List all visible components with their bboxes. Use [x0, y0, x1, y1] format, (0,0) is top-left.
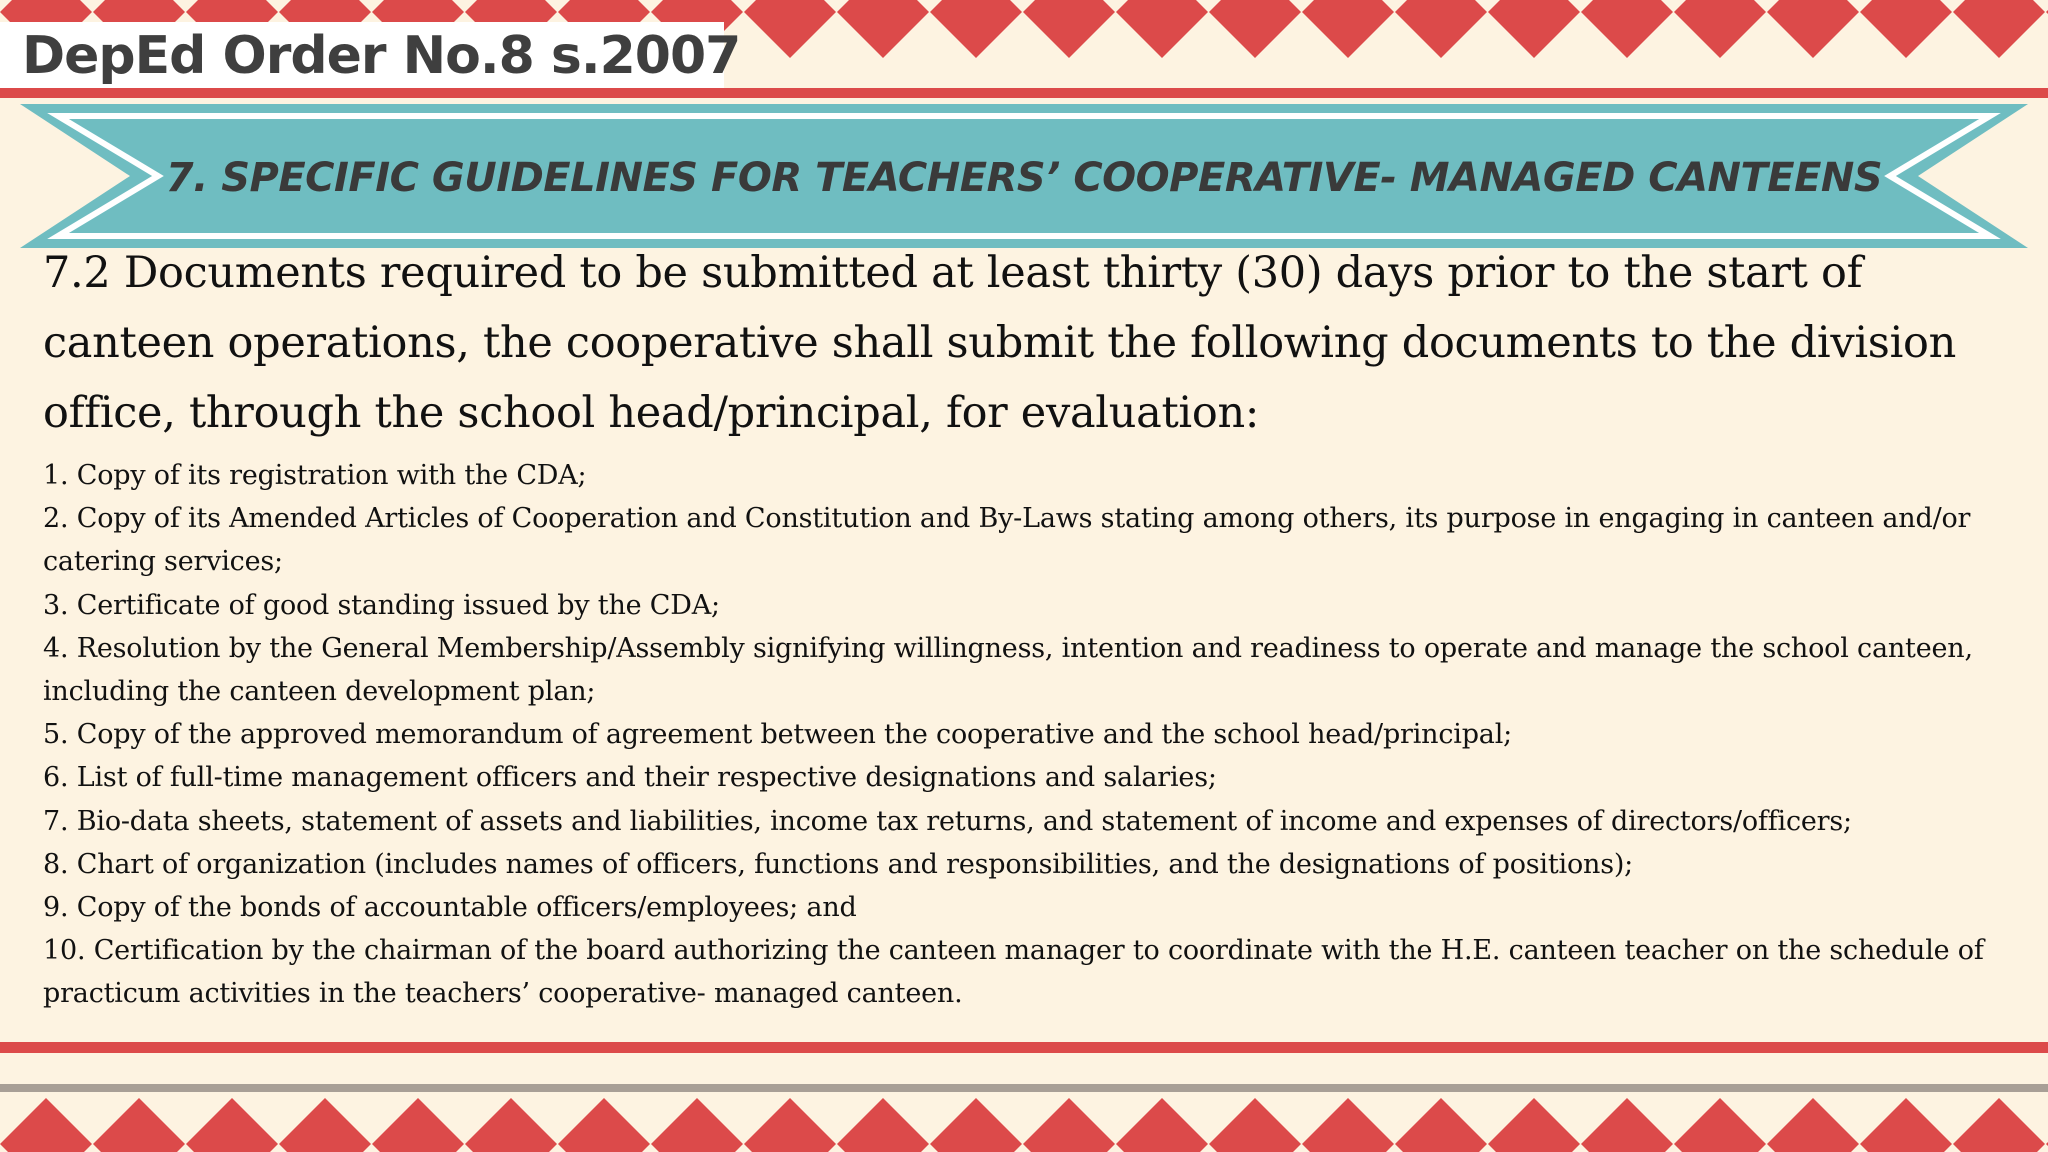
- diamond-shape: [837, 1098, 929, 1152]
- section-title: 7. SPECIFIC GUIDELINES FOR TEACHERS’ COOPERATIVE- MANAGED CANTEENS: [165, 155, 1883, 201]
- diamond-shape: [1860, 1098, 1952, 1152]
- diamond-shape: [744, 1098, 836, 1152]
- diamond-shape: [1581, 0, 1673, 58]
- diamond-shape: [1674, 1098, 1766, 1152]
- list-item: 6. List of full-time management officers and their respective designations and salaries;: [43, 762, 1217, 794]
- document-body: [43, 238, 2023, 1016]
- diamond-shape: [1209, 0, 1301, 58]
- diamond-shape: [1767, 0, 1859, 58]
- diamond-shape: [1488, 1098, 1580, 1152]
- diamond-shape: [1488, 0, 1580, 58]
- diamond-shape: [1860, 0, 1952, 58]
- diamond-shape: [1395, 1098, 1487, 1152]
- list-item: 1. Copy of its registration with the CDA;: [43, 460, 587, 491]
- diamond-shape: [1116, 1098, 1208, 1152]
- bottom-red-line: [0, 1042, 2048, 1053]
- diamond-shape: [1302, 0, 1394, 58]
- diamond-shape: [930, 1098, 1022, 1152]
- diamond-shape: [744, 0, 836, 58]
- diamond-shape: [1953, 0, 2045, 58]
- diamond-shape: [651, 1098, 743, 1152]
- list-item: 2. Copy of its Amended Articles of Cooperation and Constitution and By-Laws stating among others, its purpose in engaging in canteen and/or catering services;: [43, 503, 1971, 578]
- diamond-shape: [930, 0, 1022, 58]
- list-item: 7. Bio-data sheets, statement of assets and liabilities, income tax returns, and statement of income and expenses of directors/officers;: [43, 805, 1852, 837]
- list-item: 10. Certification by the chairman of the board authorizing the canteen manager to coordinate with the H.E. canteen teacher on the schedule of practicum activities in the teachers’ cooperative- managed canteen.: [43, 935, 1984, 1010]
- diamond-shape: [1023, 1098, 1115, 1152]
- diamond-shape: [0, 1098, 92, 1152]
- diamond-shape: [465, 1098, 557, 1152]
- diamond-shape: [372, 1098, 464, 1152]
- list-item: 9. Copy of the bonds of accountable officers/employees; and: [43, 892, 857, 924]
- list-item: 5. Copy of the approved memorandum of agreement between the cooperative and the school head/principal;: [43, 719, 1513, 751]
- diamond-shape: [1395, 0, 1487, 58]
- diamond-shape: [186, 1098, 278, 1152]
- diamond-shape: [1116, 0, 1208, 58]
- order-title: DepEd Order No.8 s.2007: [22, 26, 741, 86]
- diamond-shape: [1767, 1098, 1859, 1152]
- diamond-shape: [1953, 1098, 2045, 1152]
- list-item: 4. Resolution by the General Membership/Assembly signifying willingness, intention and readiness to operate and manage the school canteen, including the canteen development plan;: [43, 632, 1973, 708]
- diamond-shape: [558, 1098, 650, 1152]
- diamond-shape: [837, 0, 929, 58]
- diamond-shape: [1302, 1098, 1394, 1152]
- list-item: 3. Certificate of good standing issued by the CDA;: [43, 589, 720, 621]
- list-item: 8. Chart of organization (includes names of officers, functions and responsibilities, and the designations of positions);: [43, 848, 1634, 880]
- required-documents-list: [43, 454, 2023, 1016]
- bottom-diamond-pattern: [0, 1086, 2048, 1152]
- diamond-shape: [1581, 1098, 1673, 1152]
- diamond-shape: [1674, 0, 1766, 58]
- lead-paragraph: 7.2 Documents required to be submitted at least thirty (30) days prior to the start of canteen operations, the cooperative shall submit the following documents to the division office, through the school head/principal, for evaluation:: [43, 248, 1957, 438]
- diamond-shape: [279, 1098, 371, 1152]
- diamond-shape: [1023, 0, 1115, 58]
- diamond-shape: [93, 1098, 185, 1152]
- diamond-shape: [1209, 1098, 1301, 1152]
